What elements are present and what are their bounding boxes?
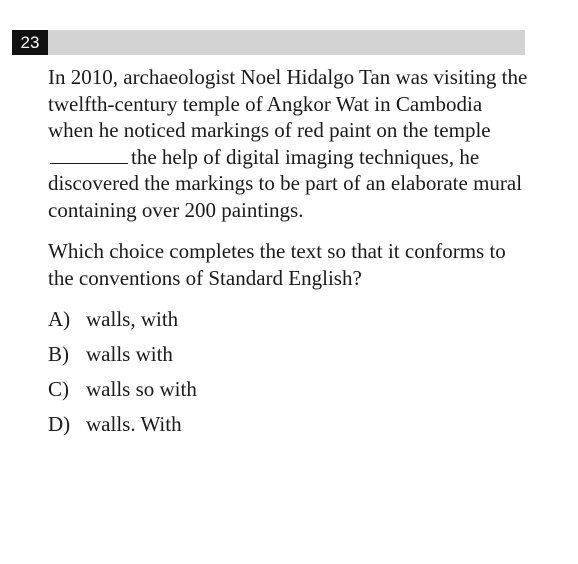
choice-letter: D) (48, 412, 71, 436)
choice-text: walls, with (86, 307, 179, 331)
choice-a[interactable] (48, 306, 197, 341)
question-header-bar (12, 30, 525, 55)
passage-before-blank: In 2010, archaeologist Noel Hidalgo Tan was visiting the twelfth-century temple of Angkor Wat in Cambodia when he noticed markings of red paint on the temple (48, 65, 528, 143)
answer-choices (48, 306, 197, 446)
question-number: 23 (12, 30, 48, 55)
choice-c[interactable] (48, 376, 197, 411)
passage-text (48, 64, 528, 224)
choice-text: walls so with (86, 377, 197, 401)
choice-letter: B) (48, 342, 69, 366)
choice-text: walls. With (86, 412, 182, 436)
choice-text: walls with (86, 342, 173, 366)
choice-d[interactable] (48, 411, 197, 446)
choice-letter: C) (48, 377, 69, 401)
question-prompt: Which choice completes the text so that it conforms to the conventions of Standard English? (48, 239, 506, 290)
choice-b[interactable] (48, 341, 197, 376)
answer-blank (50, 162, 128, 164)
choice-letter: A) (48, 307, 71, 331)
passage-after-blank: the help of digital imaging techniques, he discovered the markings to be part of an elaborate mural containing over 200 paintings. (48, 144, 523, 222)
